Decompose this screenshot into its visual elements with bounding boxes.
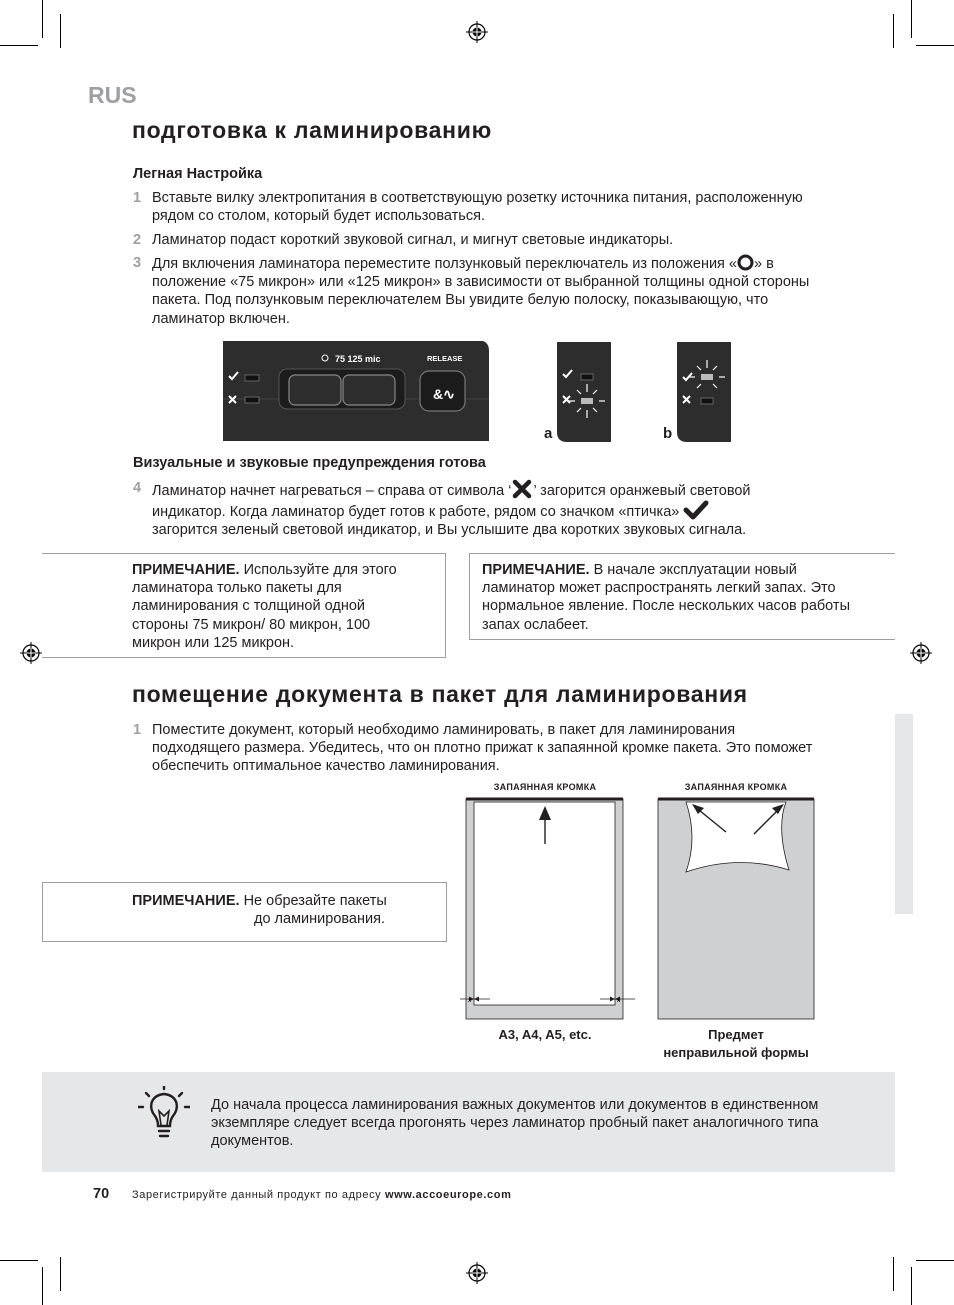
item-text-part: ’ загорится оранжевый световой индикатор. Когда ламинатор будет готов к работе, рядом со значком «птичка» bbox=[152, 483, 751, 521]
sealed-edge-label: ЗАПАЯННАЯ КРОМКА bbox=[493, 782, 597, 792]
list-item bbox=[133, 479, 823, 540]
registration-mark-icon bbox=[910, 642, 932, 664]
note-body: Не обрезайте пакеты bbox=[243, 893, 387, 909]
control-panel-illustration bbox=[223, 341, 495, 441]
crop-mark bbox=[911, 1267, 912, 1305]
label-b: b bbox=[663, 425, 673, 442]
crop-mark bbox=[916, 1260, 954, 1261]
crop-mark bbox=[60, 1257, 61, 1291]
page-number: 70 bbox=[93, 1186, 110, 1202]
footer-url: www.accoeurope.com bbox=[384, 1189, 512, 1201]
footer-text bbox=[132, 1189, 511, 1201]
registration-mark-icon bbox=[466, 21, 488, 43]
list-item bbox=[133, 254, 823, 328]
item-text: Ламинатор подаст короткий звуковой сигнал, и мигнут световые индикаторы. bbox=[152, 232, 674, 248]
section-title: подготовка к ламинированию bbox=[132, 117, 492, 143]
language-tag: RUS bbox=[88, 82, 137, 108]
margin-mark: x bbox=[617, 998, 620, 1004]
item-text-part: Для включения ламинатора переместите ползунковый переключатель из положения « bbox=[152, 256, 737, 272]
item-number: 1 bbox=[133, 722, 142, 738]
note-heading: ПРИМЕЧАНИЕ. bbox=[132, 893, 240, 909]
note-text bbox=[132, 892, 432, 928]
crop-mark bbox=[60, 14, 61, 48]
pouch-diagram-irregular bbox=[656, 796, 816, 1022]
item-text-part: » в положение «75 микрон» или «125 микрон» в зависимости от выбранной толщины одной стороны пакета. Под ползунковым переключателем Вы увидите белую полоску, показывающую, что ламинатор включен. bbox=[152, 256, 810, 327]
registration-mark-icon bbox=[466, 1262, 488, 1284]
pouch-caption-irregular bbox=[650, 1026, 822, 1062]
crop-mark bbox=[893, 1257, 894, 1291]
item-text-part: загорится зеленый световой индикатор, и Вы услышите два коротких звуковых сигнала. bbox=[152, 522, 747, 539]
label-a: a bbox=[544, 425, 553, 442]
crop-mark bbox=[916, 45, 954, 46]
sealed-edge-label: ЗАПАЯННАЯ КРОМКА bbox=[684, 782, 788, 792]
indicator-illustration-b bbox=[677, 342, 731, 442]
checkmark-icon bbox=[683, 500, 709, 520]
note-text bbox=[482, 561, 852, 634]
crop-mark bbox=[42, 1267, 43, 1305]
note-body: Используйте для этого ламинатора только пакеты для ламинирования с толщиной одной стороны 75 микрон/ 80 микрон, 100 микрон или 125 микрон. bbox=[132, 562, 397, 651]
note-text bbox=[132, 561, 417, 652]
margin-mark: x bbox=[468, 998, 471, 1004]
list-item bbox=[133, 231, 833, 249]
crop-mark bbox=[911, 0, 912, 38]
caption-line: неправильной формы bbox=[663, 1045, 809, 1060]
note-heading: ПРИМЕЧАНИЕ. bbox=[132, 562, 240, 578]
item-text: Вставьте вилку электропитания в соответствующую розетку источника питания, расположенную рядом со столом, который будет использоваться. bbox=[152, 190, 803, 225]
note-body: В начале эксплуатации новый ламинатор может распространять легкий запах. Это нормальное явление. После нескольких часов работы запах ослабеет. bbox=[482, 562, 850, 633]
crop-mark bbox=[0, 45, 38, 46]
crop-mark bbox=[0, 1260, 38, 1261]
release-symbol-icon: &∿ bbox=[433, 386, 455, 402]
lightbulb-icon bbox=[138, 1086, 190, 1146]
item-text: Поместите документ, который необходимо ламинировать, в пакет для ламинирования подходящего размера. Убедитесь, что он плотно прижат к запаянной кромке пакета. Это поможет обеспечить оптимальное качество ламинирования. bbox=[152, 722, 813, 775]
note-heading: ПРИМЕЧАНИЕ. bbox=[482, 562, 590, 578]
circle-off-icon bbox=[737, 254, 754, 271]
item-number: 2 bbox=[133, 232, 142, 248]
footer-label: Зарегистрируйте данный продукт по адресу bbox=[132, 1189, 382, 1201]
release-label: RELEASE bbox=[427, 354, 463, 363]
item-number: 3 bbox=[133, 255, 142, 271]
subheading: Легная Настройка bbox=[133, 166, 263, 182]
side-tab bbox=[895, 714, 913, 914]
list-item bbox=[133, 189, 833, 225]
list-item bbox=[133, 721, 823, 776]
switch-labels: 75 125 mic bbox=[335, 354, 381, 364]
item-text-part: Ламинатор начнет нагреваться – справа от символа ‘ bbox=[152, 483, 512, 499]
item-text bbox=[152, 254, 823, 328]
registration-mark-icon bbox=[20, 642, 42, 664]
pouch-diagram-standard bbox=[460, 796, 635, 1022]
item-text bbox=[152, 479, 823, 540]
subheading: Визуальные и звуковые предупреждения готова bbox=[133, 455, 486, 471]
item-number: 1 bbox=[133, 190, 142, 206]
caption-line: Предмет bbox=[708, 1027, 764, 1042]
cross-icon bbox=[511, 479, 533, 499]
section-title: помещение документа в пакет для ламинирования bbox=[132, 681, 748, 707]
pouch-caption-standard: A3, A4, A5, etc. bbox=[498, 1027, 592, 1042]
indicator-illustration-a bbox=[557, 342, 611, 442]
note-body: до ламинирования. bbox=[254, 911, 385, 928]
item-number: 4 bbox=[133, 480, 142, 496]
crop-mark bbox=[893, 14, 894, 48]
tip-text: До начала процесса ламинирования важных документов или документов в единственном экземпляре следует всегда прогонять через ламинатор пробный пакет аналогичного типа документов. bbox=[211, 1097, 819, 1150]
crop-mark bbox=[42, 0, 43, 38]
